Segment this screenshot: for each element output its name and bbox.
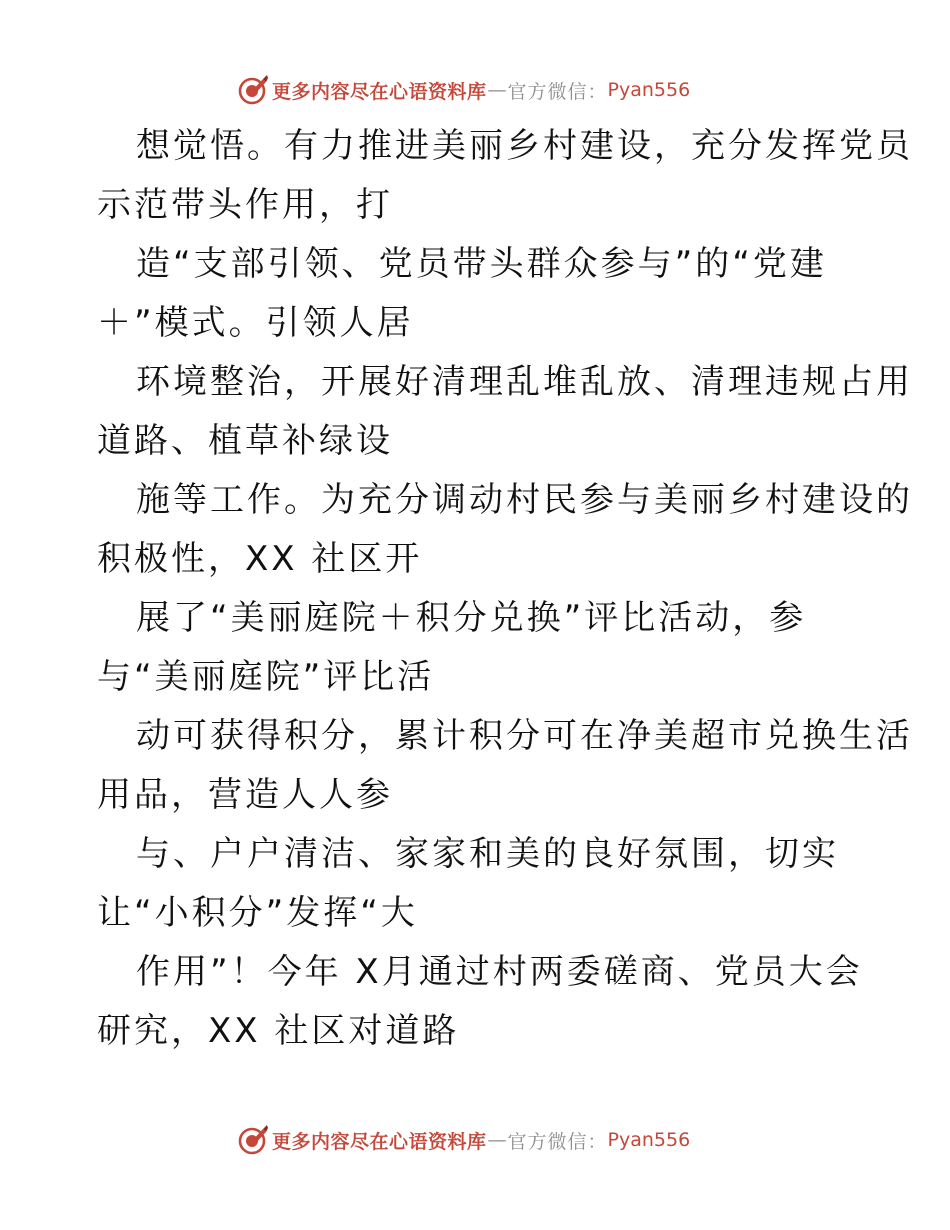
footer-banner [236, 1122, 690, 1158]
banner-dash: — [487, 1129, 507, 1151]
header-banner [236, 72, 690, 108]
paragraph-line: 环境整治，开展好清理乱堆乱放、清理违规占用 [136, 362, 913, 402]
banner-dash: — [487, 79, 507, 101]
banner-wechat-id: Pyan556 [607, 1129, 691, 1151]
paragraph-line: 积极性，XX 社区开 [97, 539, 423, 579]
paragraph-line: 造“支部引领、党员带头群众参与”的“党建 [136, 244, 827, 284]
paragraph-line: 与“美丽庭院”评比活 [97, 657, 435, 697]
paragraph-line: 动可获得积分，累计积分可在净美超市兑换生活 [136, 716, 913, 756]
paragraph-line: 用品，营造人人参 [97, 775, 393, 815]
paragraph-line: 让“小积分”发挥“大 [97, 893, 418, 933]
paragraph-line: 展了“美丽庭院＋积分兑换”评比活动，参 [136, 598, 807, 638]
paragraph-line: ＋”模式。引领人居 [97, 303, 414, 343]
paragraph-line: 道路、植草补绿设 [97, 421, 393, 461]
paragraph-line: 施等工作。为充分调动村民参与美丽乡村建设的 [136, 480, 913, 520]
banner-wechat-id: Pyan556 [607, 79, 691, 101]
banner-brand-text: 更多内容尽在心语资料库 [272, 1130, 487, 1153]
quill-logo-icon [236, 1123, 270, 1157]
paragraph-line: 作用”！今年 X月通过村两委磋商、党员大会 [136, 952, 863, 992]
banner-brand-text: 更多内容尽在心语资料库 [272, 80, 487, 103]
paragraph-line: 研究，XX 社区对道路 [97, 1011, 460, 1051]
quill-logo-icon [236, 73, 270, 107]
banner-wechat-label: 官方微信： [507, 1130, 608, 1153]
paragraph-line: 与、户户清洁、家家和美的良好氛围，切实 [136, 834, 839, 874]
banner-wechat-label: 官方微信： [507, 80, 608, 103]
paragraph-line: 示范带头作用，打 [97, 185, 393, 225]
paragraph-line: 想觉悟。有力推进美丽乡村建设，充分发挥党员 [136, 126, 913, 166]
